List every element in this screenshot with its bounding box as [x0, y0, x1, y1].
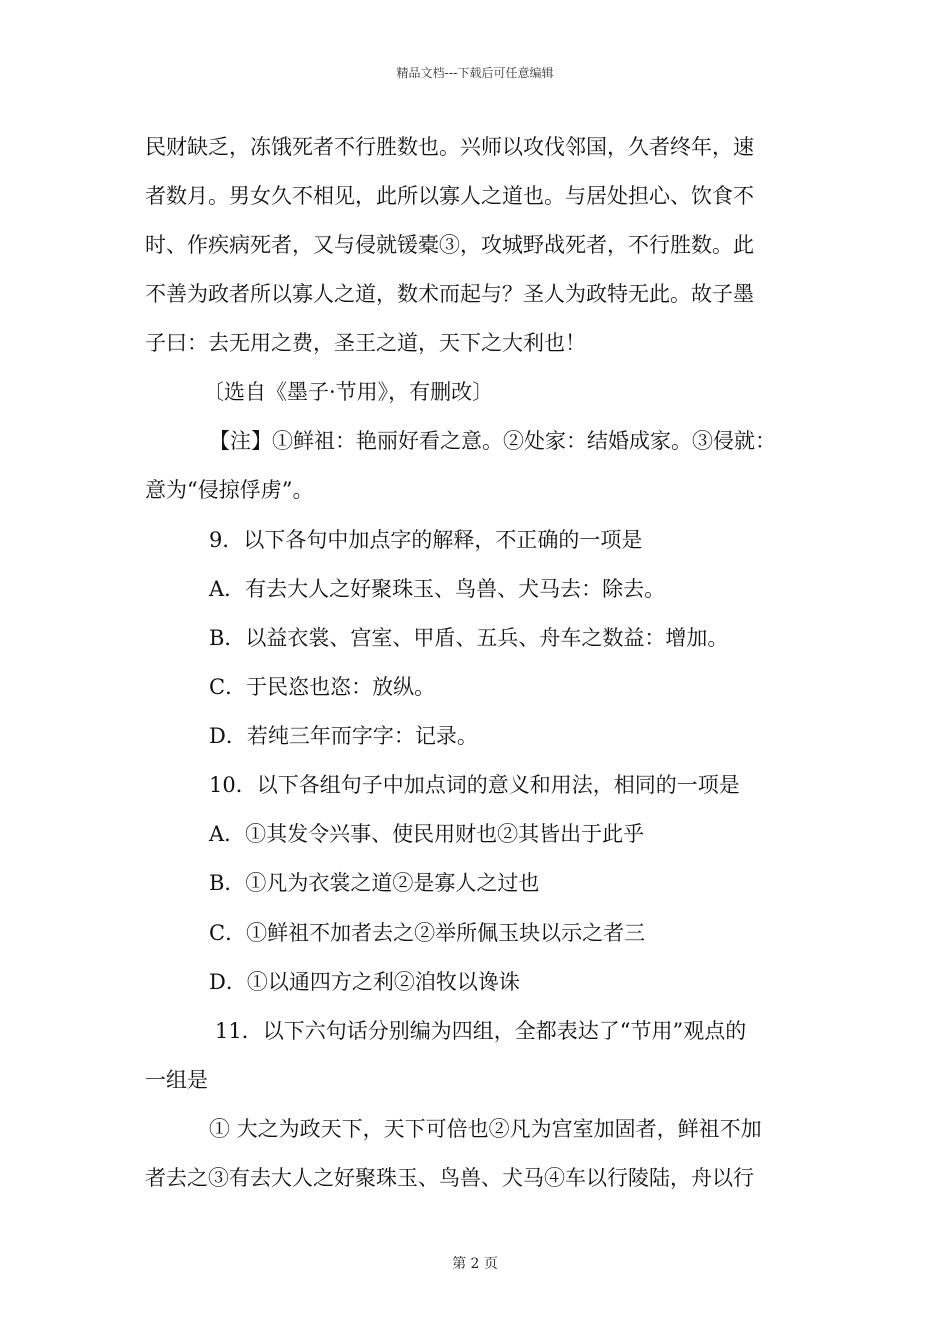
question-11: 11．以下六句话分别编为四组，全都表达了“节用”观点的: [215, 1019, 747, 1043]
text-line: 民财缺乏，冻饿死者不行胜数也。兴师以攻伐邻国，久者终年，速: [145, 135, 754, 159]
question-9: 9．以下各句中加点字的解释，不正确的一项是: [209, 528, 643, 552]
annotation-note: 【注】①鲜祖：艳丽好看之意。②处家：结婚成家。③侵就：: [209, 429, 776, 453]
text-line: 者数月。男女久不相见，此所以寡人之道也。与居处担心、饮食不: [145, 184, 754, 208]
source-citation: 〔选自《墨子·节用》，有删改〕: [203, 380, 494, 404]
option-a: A．①其发令兴事、使民用财也②其皆出于此乎: [209, 822, 645, 846]
option-c: C．于民恣也恣：放纵。: [209, 675, 436, 699]
text-line: 意为“侵掠俘虏”。: [145, 478, 314, 502]
text-line: 一组是: [145, 1068, 208, 1092]
option-a: A．有去大人之好聚珠玉、鸟兽、犬马去：除去。: [209, 577, 666, 601]
option-b: B．以益衣裳、宫室、甲盾、五兵、舟车之数益：增加。: [209, 626, 729, 650]
text-line: 子曰：去无用之费，圣王之道，天下之大利也！: [145, 331, 586, 355]
text-line: ① 大之为政天下，天下可倍也②凡为宫室加固者，鲜祖不加: [209, 1117, 762, 1141]
text-line: 时、作疾病死者，又与侵就锾橐③，攻城野战死者，不行胜数。此: [145, 233, 754, 257]
option-c: C．①鲜祖不加者去之②举所佩玉块以示之者三: [209, 921, 646, 945]
page-header: 精品文档---下载后可任意编辑: [396, 66, 554, 80]
option-b: B．①凡为衣裳之道②是寡人之过也: [209, 871, 540, 895]
page-number: 第 2 页: [452, 1256, 498, 1272]
option-d: D．若纯三年而字字：记录。: [209, 724, 478, 748]
text-line: 不善为政者所以寡人之道，数术而起与？圣人为政特无此。故子墨: [145, 282, 754, 306]
question-10: 10．以下各组句子中加点词的意义和用法，相同的一项是: [209, 773, 740, 797]
option-d: D．①以通四方之利②洎牧以谗诛: [209, 970, 520, 994]
text-line: 者去之③有去大人之好聚珠玉、鸟兽、犬马④车以行陵陆，舟以行: [145, 1166, 754, 1190]
